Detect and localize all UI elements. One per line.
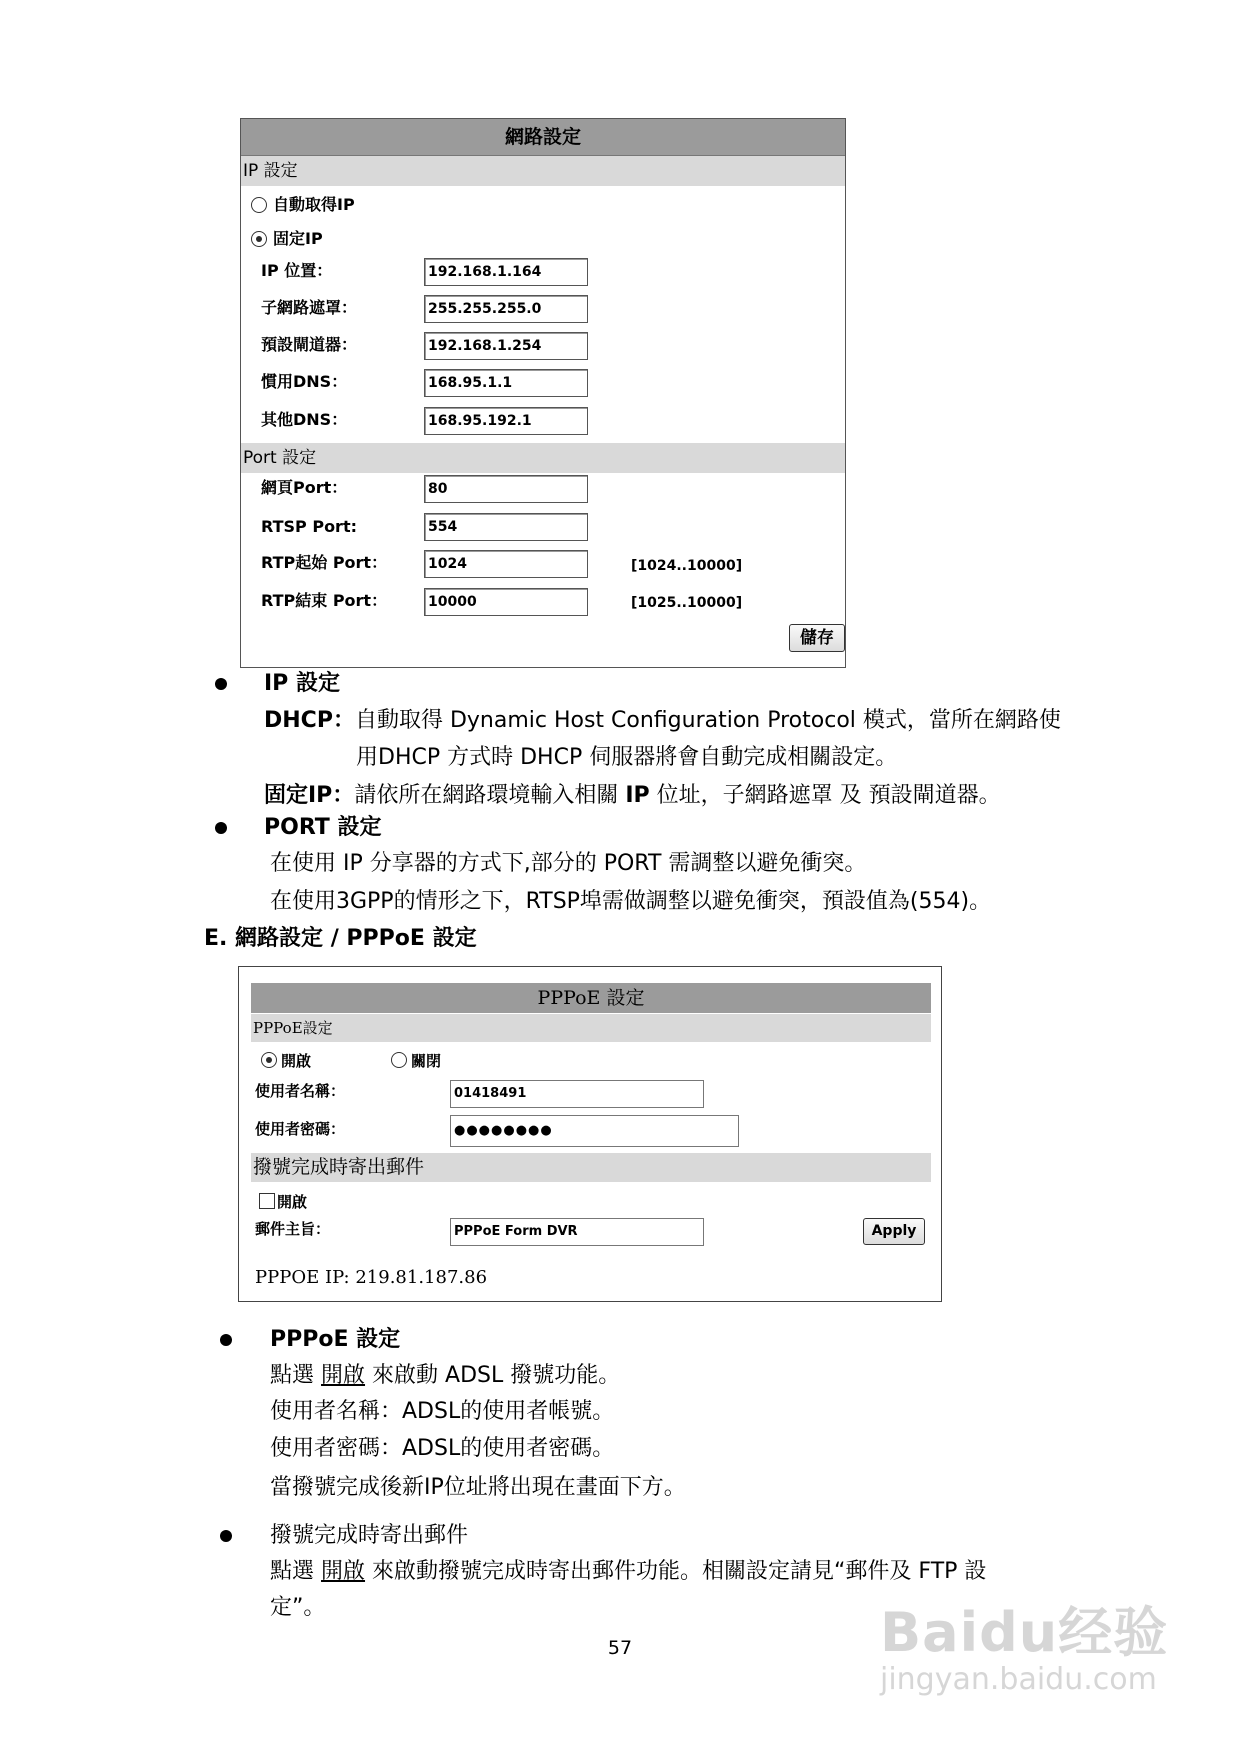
pppoe-ip-readout	[255, 1267, 487, 1288]
dhcp-radio[interactable]	[251, 197, 267, 213]
rtp-start-port-label: RTP起始 Port：	[261, 553, 388, 572]
bullet-icon	[215, 678, 227, 690]
gateway-input[interactable]: 192.168.1.254	[424, 332, 588, 360]
mail-line2: 定”。	[270, 1595, 326, 1620]
rtp-end-port-label: RTP結束 Port：	[261, 591, 388, 610]
apply-button[interactable]: Apply	[863, 1218, 925, 1245]
mail-line1-post: 來啟動撥號完成時寄出郵件功能。相關設定請見“郵件及 FTP 設	[372, 1559, 987, 1584]
port-heading: PORT 設定	[264, 815, 382, 840]
page-number: 57	[607, 1637, 633, 1659]
rtsp-port-input[interactable]: 554	[424, 513, 588, 541]
pppoe-on-label: 開啟	[281, 1052, 312, 1070]
rtsp-port-label: RTSP Port:	[261, 517, 357, 536]
ip-address-label: IP 位置：	[261, 261, 333, 280]
pppoe-line1	[270, 1362, 620, 1390]
bullet-icon	[220, 1530, 232, 1542]
gateway-label: 預設閘道器：	[261, 335, 358, 354]
static-option-label: 固定IP	[273, 229, 323, 248]
dhcp-term: DHCP：	[264, 708, 355, 733]
rtp-start-range: [1024..10000]	[631, 558, 743, 574]
pppoe-line1-post: 來啟動 ADSL 撥號功能。	[372, 1363, 621, 1388]
mail-line1	[270, 1558, 986, 1586]
mail-open-link: 開啟	[321, 1559, 366, 1584]
primary-dns-label: 慣用DNS：	[261, 372, 348, 391]
static-post: 位址，子網路遮罩 及 預設閘道器。	[656, 783, 1001, 808]
web-port-input[interactable]: 80	[424, 475, 588, 503]
pppoe-settings-panel	[238, 966, 942, 1302]
mail-enable-checkbox[interactable]	[259, 1193, 275, 1209]
secondary-dns-input[interactable]: 168.95.192.1	[424, 407, 588, 435]
pppoe-ip-label: PPPOE IP:	[255, 1267, 350, 1288]
password-input[interactable]: ●●●●●●●●	[450, 1115, 739, 1147]
rtp-end-port-input[interactable]: 10000	[424, 588, 588, 616]
pppoe-open-link: 開啟	[321, 1363, 366, 1388]
port-description-line2: 在使用3GPP的情形之下，RTSP埠需做調整以避免衝突，預設值為(554)。	[270, 889, 992, 914]
subnet-mask-input[interactable]: 255.255.255.0	[424, 295, 588, 323]
port-section-header: Port 設定	[241, 443, 845, 473]
port-description-line1: 在使用 IP 分享器的方式下,部分的 PORT 需調整以避免衝突。	[270, 851, 867, 876]
pppoe-line1-pre: 點選	[270, 1363, 315, 1388]
mail-section-header: 撥號完成時寄出郵件	[251, 1153, 931, 1182]
ip-heading: IP 設定	[264, 671, 340, 696]
password-label: 使用者密碼：	[255, 1120, 346, 1138]
ip-address-input[interactable]: 192.168.1.164	[424, 258, 588, 286]
dhcp-option-label: 自動取得IP	[273, 195, 355, 214]
dhcp-description-line1	[264, 707, 1061, 735]
pppoe-panel-title: PPPoE 設定	[251, 983, 931, 1013]
dhcp-text: 自動取得 Dynamic Host Configuration Protocol 模式，當所在網路使	[354, 708, 1061, 733]
mail-heading: 撥號完成時寄出郵件	[270, 1523, 469, 1548]
pppoe-line2: 使用者名稱：ADSL的使用者帳號。	[270, 1399, 615, 1424]
pppoe-ip-value: 219.81.187.86	[355, 1267, 488, 1288]
bullet-icon	[220, 1334, 232, 1346]
mail-line1-pre: 點選	[270, 1559, 315, 1584]
network-settings-panel	[240, 118, 846, 668]
secondary-dns-label: 其他DNS：	[261, 410, 348, 429]
static-ip-description	[264, 782, 1001, 810]
static-term: 固定IP：	[264, 783, 355, 808]
pppoe-line4: 當撥號完成後新IP位址將出現在畫面下方。	[270, 1475, 686, 1500]
static-ip-radio[interactable]	[251, 231, 267, 247]
baidu-watermark-url: jingyan.baidu.com	[880, 1662, 1157, 1697]
pppoe-sub-section: PPPoE設定	[251, 1014, 931, 1042]
pppoe-off-label: 關閉	[411, 1052, 442, 1070]
pppoe-off-radio[interactable]	[391, 1052, 407, 1068]
dhcp-description-line2: 用DHCP 方式時 DHCP 伺服器將會自動完成相關設定。	[356, 745, 898, 770]
subject-input[interactable]: PPPoE Form DVR	[450, 1218, 704, 1246]
subject-label: 郵件主旨：	[255, 1220, 331, 1238]
pppoe-on-radio[interactable]	[261, 1052, 277, 1068]
rtp-start-port-input[interactable]: 1024	[424, 550, 588, 578]
static-pre: 請依所在網路環境輸入相關	[354, 783, 619, 808]
static-ip-term: IP	[625, 783, 650, 808]
ip-section-header: IP 設定	[241, 156, 845, 186]
mail-enable-label: 開啟	[277, 1193, 308, 1211]
pppoe-line3: 使用者密碼：ADSL的使用者密碼。	[270, 1436, 615, 1461]
username-label: 使用者名稱：	[255, 1082, 346, 1100]
primary-dns-input[interactable]: 168.95.1.1	[424, 369, 588, 397]
section-e-heading: E. 網路設定 / PPPoE 設定	[204, 926, 477, 951]
subnet-mask-label: 子網路遮罩：	[261, 298, 358, 317]
panel-title: 網路設定	[241, 119, 845, 156]
pppoe-heading: PPPoE 設定	[270, 1327, 401, 1352]
rtp-end-range: [1025..10000]	[631, 595, 743, 611]
username-input[interactable]: 01418491	[450, 1080, 704, 1108]
baidu-watermark: Baidu经验	[880, 1601, 1169, 1664]
web-port-label: 網頁Port：	[261, 478, 348, 497]
bullet-icon	[215, 822, 227, 834]
save-button[interactable]: 儲存	[789, 624, 845, 652]
